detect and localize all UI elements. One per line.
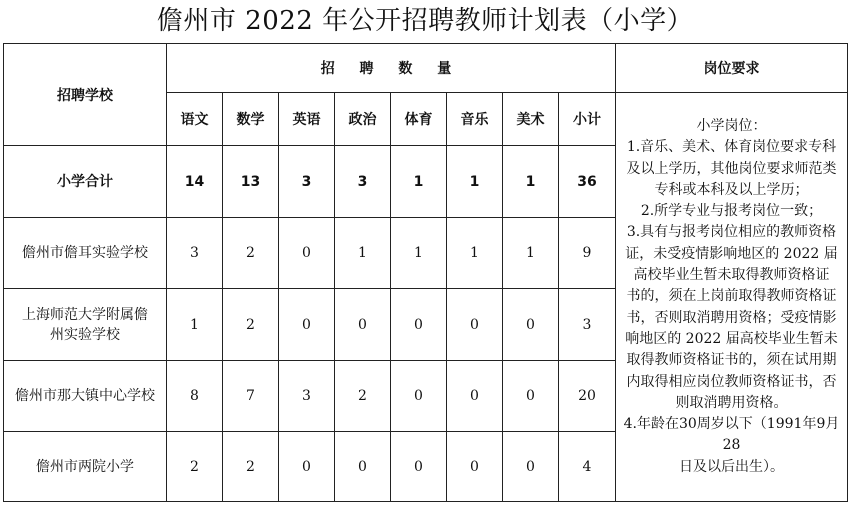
- requirement-line: 4.年龄在30周岁以下（1991年9月28: [623, 416, 840, 454]
- subject-header: 政治: [335, 93, 391, 146]
- requirement-line: 内取得相应岗位教师资格证书，否: [626, 373, 837, 390]
- requirement-line: 小学岗位：: [696, 117, 767, 134]
- subtotal-cell: 4: [559, 432, 616, 502]
- count-cell: 1: [447, 218, 503, 289]
- count-cell: 1: [503, 146, 559, 218]
- requirement-line: 及以上学历，其他岗位要求师范类: [626, 160, 837, 177]
- count-cell: 0: [447, 289, 503, 361]
- school-name: 儋州市儋耳实验学校: [4, 218, 167, 289]
- requirement-line: 3.具有与报考岗位相应的教师资格: [626, 224, 837, 241]
- count-cell: 8: [167, 361, 223, 432]
- requirement-line: 书的，须在上岗前取得教师资格证: [626, 288, 837, 305]
- requirement-line: 证，未受疫情影响地区的 2022 届: [625, 245, 838, 262]
- header-requirements: 岗位要求: [616, 44, 848, 93]
- requirement-line: 书，否则取消聘用资格；受疫情影: [626, 309, 837, 326]
- count-cell: 0: [335, 289, 391, 361]
- count-cell: 1: [167, 289, 223, 361]
- count-cell: 2: [223, 289, 279, 361]
- count-cell: 3: [335, 146, 391, 218]
- subtotal-cell: 9: [559, 218, 616, 289]
- count-cell: 0: [503, 361, 559, 432]
- count-cell: 2: [223, 432, 279, 502]
- school-name: [4, 289, 167, 361]
- count-cell: 0: [391, 432, 447, 502]
- count-cell: 0: [503, 432, 559, 502]
- requirement-line: 2.所学专业与报考岗位一致；: [640, 203, 823, 220]
- requirement-line: 高校毕业生暂未取得教师资格证: [633, 267, 830, 284]
- subject-header: 英语: [279, 93, 335, 146]
- count-cell: 2: [223, 218, 279, 289]
- page-title: 儋州市 2022 年公开招聘教师计划表（小学）: [156, 6, 694, 36]
- subject-header: 音乐: [447, 93, 503, 146]
- count-cell: 3: [167, 218, 223, 289]
- count-cell: 3: [279, 361, 335, 432]
- subtotal-cell: 3: [559, 289, 616, 361]
- count-cell: 0: [391, 361, 447, 432]
- requirement-line: 则取消聘用资格。: [675, 394, 788, 411]
- subject-header: 小计: [559, 93, 616, 146]
- count-cell: 14: [167, 146, 223, 218]
- count-cell: 7: [223, 361, 279, 432]
- header-school: 招聘学校: [4, 44, 167, 146]
- subject-header: 美术: [503, 93, 559, 146]
- count-cell: 13: [223, 146, 279, 218]
- count-cell: 1: [503, 218, 559, 289]
- requirement-line: 取得教师资格证书的，须在试用期: [626, 352, 837, 369]
- school-name: 儋州市两院小学: [4, 432, 167, 502]
- count-cell: 1: [447, 146, 503, 218]
- count-cell: 0: [447, 361, 503, 432]
- count-cell: 1: [391, 218, 447, 289]
- count-cell: 3: [279, 146, 335, 218]
- count-cell: 0: [391, 289, 447, 361]
- count-cell: 0: [279, 432, 335, 502]
- count-cell: 0: [335, 432, 391, 502]
- count-cell: 1: [335, 218, 391, 289]
- count-cell: 0: [447, 432, 503, 502]
- subtotal-cell: 36: [559, 146, 616, 218]
- recruitment-plan-table: [3, 43, 848, 502]
- school-name: 小学合计: [4, 146, 167, 218]
- count-cell: 0: [279, 289, 335, 361]
- subject-header: 语文: [167, 93, 223, 146]
- count-cell: 2: [167, 432, 223, 502]
- subject-header: 体育: [391, 93, 447, 146]
- subtotal-cell: 20: [559, 361, 616, 432]
- school-name: 儋州市那大镇中心学校: [4, 361, 167, 432]
- requirement-line: 日及以后出生）。: [679, 458, 784, 475]
- count-cell: 0: [279, 218, 335, 289]
- count-cell: 0: [503, 289, 559, 361]
- count-cell: 2: [335, 361, 391, 432]
- header-quantity: 招 聘 数 量: [167, 44, 616, 93]
- school-name-text: 上海师范大学附属儋州实验学校: [22, 306, 148, 343]
- subject-header: 数学: [223, 93, 279, 146]
- requirement-line: 专科或本科及以上学历；: [654, 181, 809, 198]
- requirement-line: 1.音乐、美术、体育岗位要求专科: [626, 139, 837, 156]
- requirement-line: 响地区的 2022 届高校毕业生暂未: [625, 330, 838, 347]
- count-cell: 1: [391, 146, 447, 218]
- requirements-cell: [616, 93, 848, 502]
